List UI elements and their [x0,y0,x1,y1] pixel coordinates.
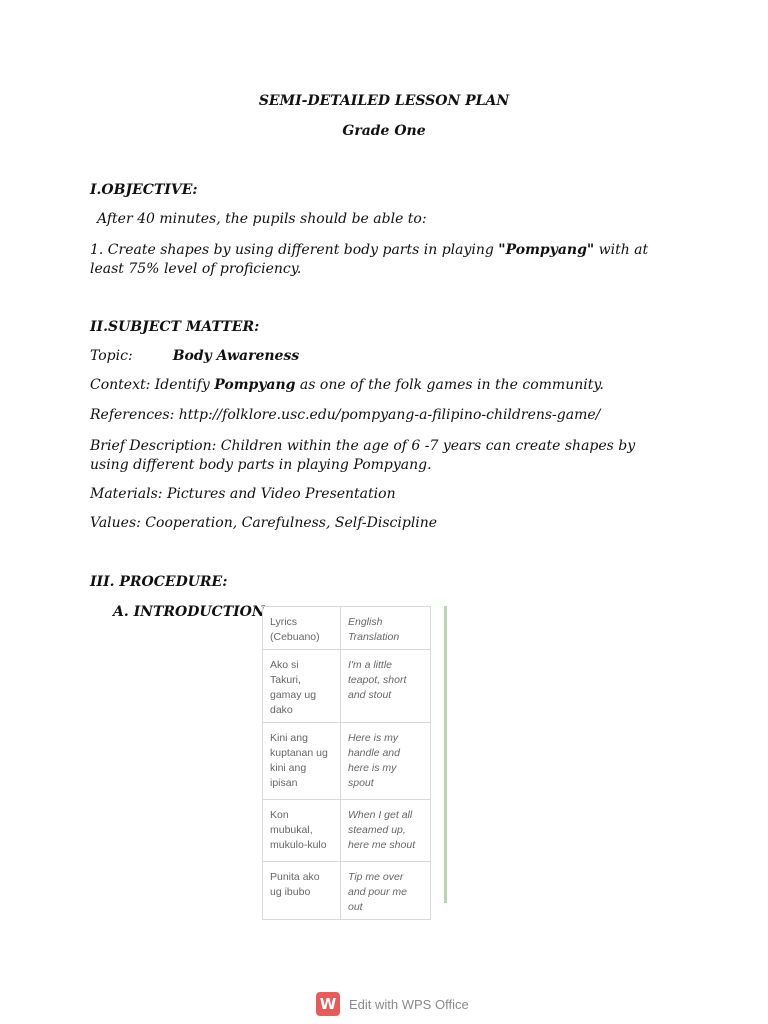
topic-line [90,348,299,364]
objective-item-1-text: 1. Create shapes by using different body parts in playing [90,242,499,258]
cebuano-line: Kini ang kuptanan ug kini ang ipisan [263,723,341,800]
table-row [263,650,431,723]
brief-description: Brief Description: Children within the age of 6 -7 years can create shapes by using different body parts in playing Pompyang. [90,438,636,473]
lyrics-table [262,606,431,920]
topic-label: Topic: [90,348,133,364]
objective-intro: After 40 minutes, the pupils should be able to: [97,211,427,227]
objective-game-name: "Pompyang" [498,242,595,258]
procedure-heading: III. PROCEDURE: [90,574,228,590]
context-suffix: as one of the folk games in the community. [295,377,604,393]
materials-line: Materials: Pictures and Video Presentation [90,486,396,502]
header-english: English Translation [341,607,431,650]
objective-item-1 [90,241,665,279]
english-line: Tip me over and pour me out [341,862,431,920]
document-title: SEMI-DETAILED LESSON PLAN [258,93,510,109]
references-line: References: http://folklore.usc.edu/pompyang-a-filipino-childrens-game/ [90,407,601,423]
objective-item-1-suffix: with at least 75% level of proficiency. [90,242,649,277]
objective-heading: I.OBJECTIVE: [90,182,198,198]
table-header-row [263,607,431,650]
wps-edit-badge[interactable] [316,991,469,1017]
topic-value: Body Awareness [172,348,300,364]
grade-label: Grade One [342,123,426,139]
cebuano-line: Ako si Takuri, gamay ug dako [263,650,341,723]
table-row [263,862,431,920]
introduction-heading: A. INTRODUCTION [113,604,265,620]
wps-logo-icon[interactable]: W [316,992,340,1016]
subject-matter-heading: II.SUBJECT MATTER: [90,319,260,335]
context-line [90,377,604,393]
wps-edit-label[interactable]: Edit with WPS Office [349,996,469,1012]
values-line: Values: Cooperation, Carefulness, Self-Discipline [90,515,438,531]
context-prefix: Context: Identify [90,377,215,393]
english-line: I'm a little teapot, short and stout [341,650,431,723]
lyrics-table-image [262,606,447,913]
context-game-name: Pompyang [214,377,296,393]
header-cebuano: Lyrics (Cebuano) [263,607,341,650]
cebuano-line: Punita ako ug ibubo [263,862,341,920]
table-row [263,800,431,862]
english-line: When I get all steamed up, here me shout [341,800,431,862]
cebuano-line: Kon mubukal, mukulo-kulo [263,800,341,862]
english-line: Here is my handle and here is my spout [341,723,431,800]
table-row [263,723,431,800]
